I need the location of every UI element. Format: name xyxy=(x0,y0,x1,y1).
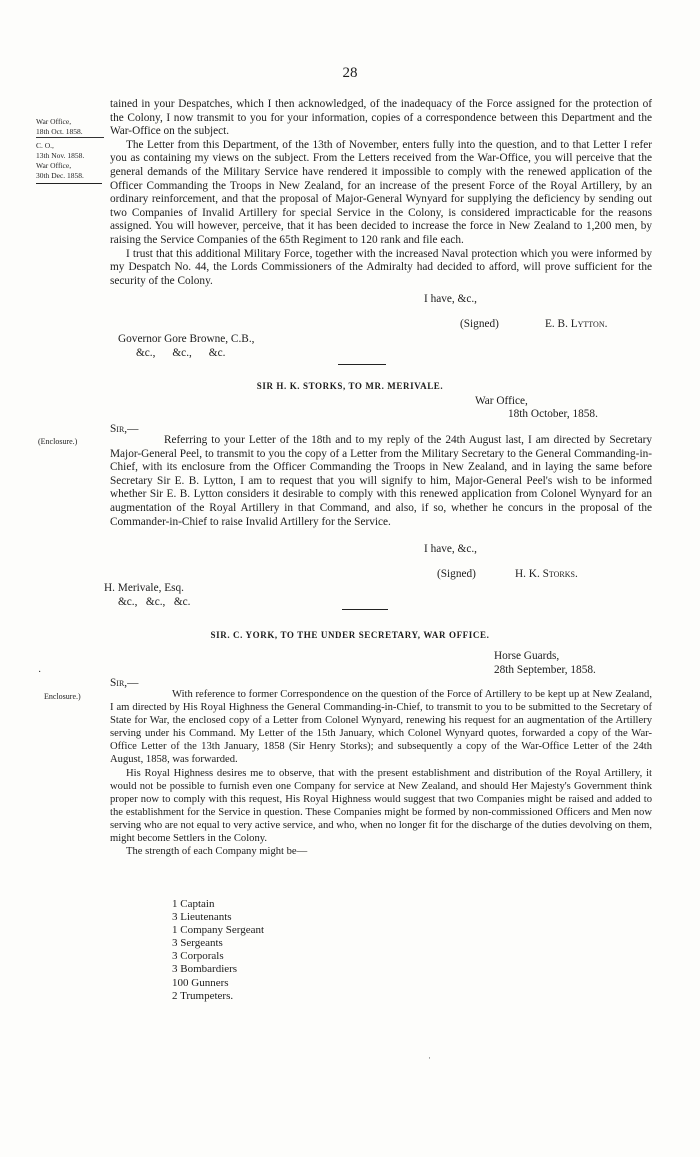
letter2-heading: SIR H. K. STORKS, TO MR. MERIVALE. xyxy=(256,381,444,391)
section-rule xyxy=(342,609,388,610)
letter3-paragraph: With reference to former Correspondence on the question of the Force of Artillery to be kept up at New Zealand, I am directed by His Royal Highness the General Commanding-in-Chief, to transmit to you to be submitted to the Secretary of State for War, the enclosed copy of a Letter from Colonel Wynyard, renewing his request for an augmentation of the Artillery serving under his Command. My Letter of the 15th January, which Colonel Wynyard quotes, forwarded a copy of the War-Office Letter of the 13th January, 1858 (Sir Henry Storks); and subsequently a copy of the War-Office Letter of the 24th August, 1858, was forwarded. xyxy=(110,689,652,766)
letter2-enclosure-label: (Enclosure.) xyxy=(38,437,78,446)
list-item: 3 Lieutenants xyxy=(172,911,232,924)
letter3-body xyxy=(110,688,652,858)
letter3-date: 28th September, 1858. xyxy=(494,664,596,676)
letter1-paragraph: tained in your Despatches, which I then acknowledged, of the inadequacy of the Force assigned for the protection of the Colony, I now transmit to you for your information, copies of a correspondence between this Department and the War-Office on the subject. xyxy=(110,98,652,138)
letter2-body xyxy=(110,434,652,529)
list-item: 3 Corporals xyxy=(172,950,224,963)
letter2-paragraph: Referring to your Letter of the 18th and to my reply of the 24th August last, I am directed by Secretary Major-General Peel, to transmit to you the copy of a Letter from the Military Secretary to the General Commanding-in-Chief, with its enclosure from the Officer Commanding the Troops in New Zealand, and in laying the same before Secretary Sir E. B. Lytton, I am to request that you will signify to him, Major-General Peel's wish to be informed whether Sir E. B. Lytton considers it desirable to comply with this renewed application from Colonel Wynyard for an augmentation of the Royal Artillery in that Command, and also, if so, whether he concurs in the proposal of the Commander-in-Chief to raise Invalid Artillery for the Service. xyxy=(110,434,652,528)
stray-mark-glyph: · xyxy=(428,1053,431,1063)
letter3-place: Horse Guards, xyxy=(494,650,560,662)
letter3-paragraph: The strength of each Company might be— xyxy=(126,846,308,858)
margin-note: 30th Dec. 1858. xyxy=(36,171,84,180)
list-item: 3 Bombardiers xyxy=(172,963,238,976)
margin-note: War Office, xyxy=(36,117,72,126)
list-item: 1 Company Sergeant xyxy=(172,924,265,937)
letter3-paragraph: His Royal Highness desires me to observe, that with the present establishment and distribution of the Royal Artillery, it would not be possible to furnish even one Company for service at New Zealand, and should Her Majesty's Government think proper now to comply with this request, His Royal Highness would suggest that two Companies might be raised and added to the establishment for the Service in question. These Companies might be formed by non-commissioned Officers and Men now serving who are not equal to very active service, and who, when no longer fit for the discharge of the duties devolving on them, might become Settlers in the Colony. xyxy=(110,767,652,845)
company-strength-list xyxy=(172,898,264,1003)
page-number: 28 xyxy=(342,65,358,81)
letter3-heading: SIR. C. YORK, TO THE UNDER SECRETARY, WAR OFFICE. xyxy=(210,630,490,640)
letter2-signer: H. K. Storks. xyxy=(515,568,578,580)
list-item: 1 Captain xyxy=(172,898,215,910)
margin-note: 18th Oct. 1858. xyxy=(36,127,104,138)
letter1-addressee-etc: &c., &c., &c. xyxy=(136,347,226,359)
letter2-closing: I have, &c., xyxy=(424,543,478,555)
list-item: 3 Sergeants xyxy=(172,937,223,950)
letter2-addressee: H. Merivale, Esq. xyxy=(104,582,184,594)
letter3-salutation: Sir,— xyxy=(110,677,139,689)
margin-note: 13th Nov. 1858. xyxy=(36,151,85,160)
list-item: 2 Trumpeters. xyxy=(172,989,234,1002)
letter2-addressee-etc: &c., &c., &c. xyxy=(118,596,191,608)
list-item: 100 Gunners xyxy=(172,976,229,989)
margin-dot-glyph: · xyxy=(38,667,42,678)
letter1-signed: (Signed) xyxy=(460,318,499,330)
margin-rule xyxy=(36,183,102,184)
margin-note: C. O., xyxy=(36,141,54,150)
letter2-signed: (Signed) xyxy=(437,568,476,580)
letter2-place: War Office, xyxy=(475,395,528,407)
section-rule xyxy=(338,364,386,365)
letter1-paragraph: I trust that this additional Military Force, together with the increased Naval protection which you were informed by my Despatch No. 44, the Lords Commissioners of the Admiralty had decided to afford, will prove sufficient for the security of the Colony. xyxy=(110,247,652,287)
letter1-paragraph: The Letter from this Department, of the 13th of November, enters fully into the question, and to that Letter I refer you as containing my views on the subject. From the Letters received from the War-Office, you will perceive that the general demands of the Military Service have rendered it impossible to comply with the renewed application of the Officer Commanding the Troops in New Zealand, for an increase of the present Force of the Royal Artillery, by an ordinary reinforcement, and that the proposal of Major-General Wynyard for supplying the deficiency by sending out two Companies of Invalid Artillery for special Service in the Colony, is considered impracticable for the reasons assigned. You will however, perceive, that it has been decided to increase the force in New Zealand to 1,200 men, by raising the Service Companies of the 65th Regiment to 120 rank and file each. xyxy=(110,138,652,246)
margin-note: War Office, xyxy=(36,161,72,170)
letter1-addressee: Governor Gore Browne, C.B., xyxy=(118,333,255,345)
letter3-enclosure-label: Enclosure.) xyxy=(44,692,81,701)
letter1-closing: I have, &c., xyxy=(424,293,478,305)
letter1-body xyxy=(110,98,652,288)
letter1-signer: E. B. Lytton. xyxy=(545,318,608,330)
letter2-date: 18th October, 1858. xyxy=(508,408,598,420)
letter2-salutation: Sir,— xyxy=(110,423,139,435)
